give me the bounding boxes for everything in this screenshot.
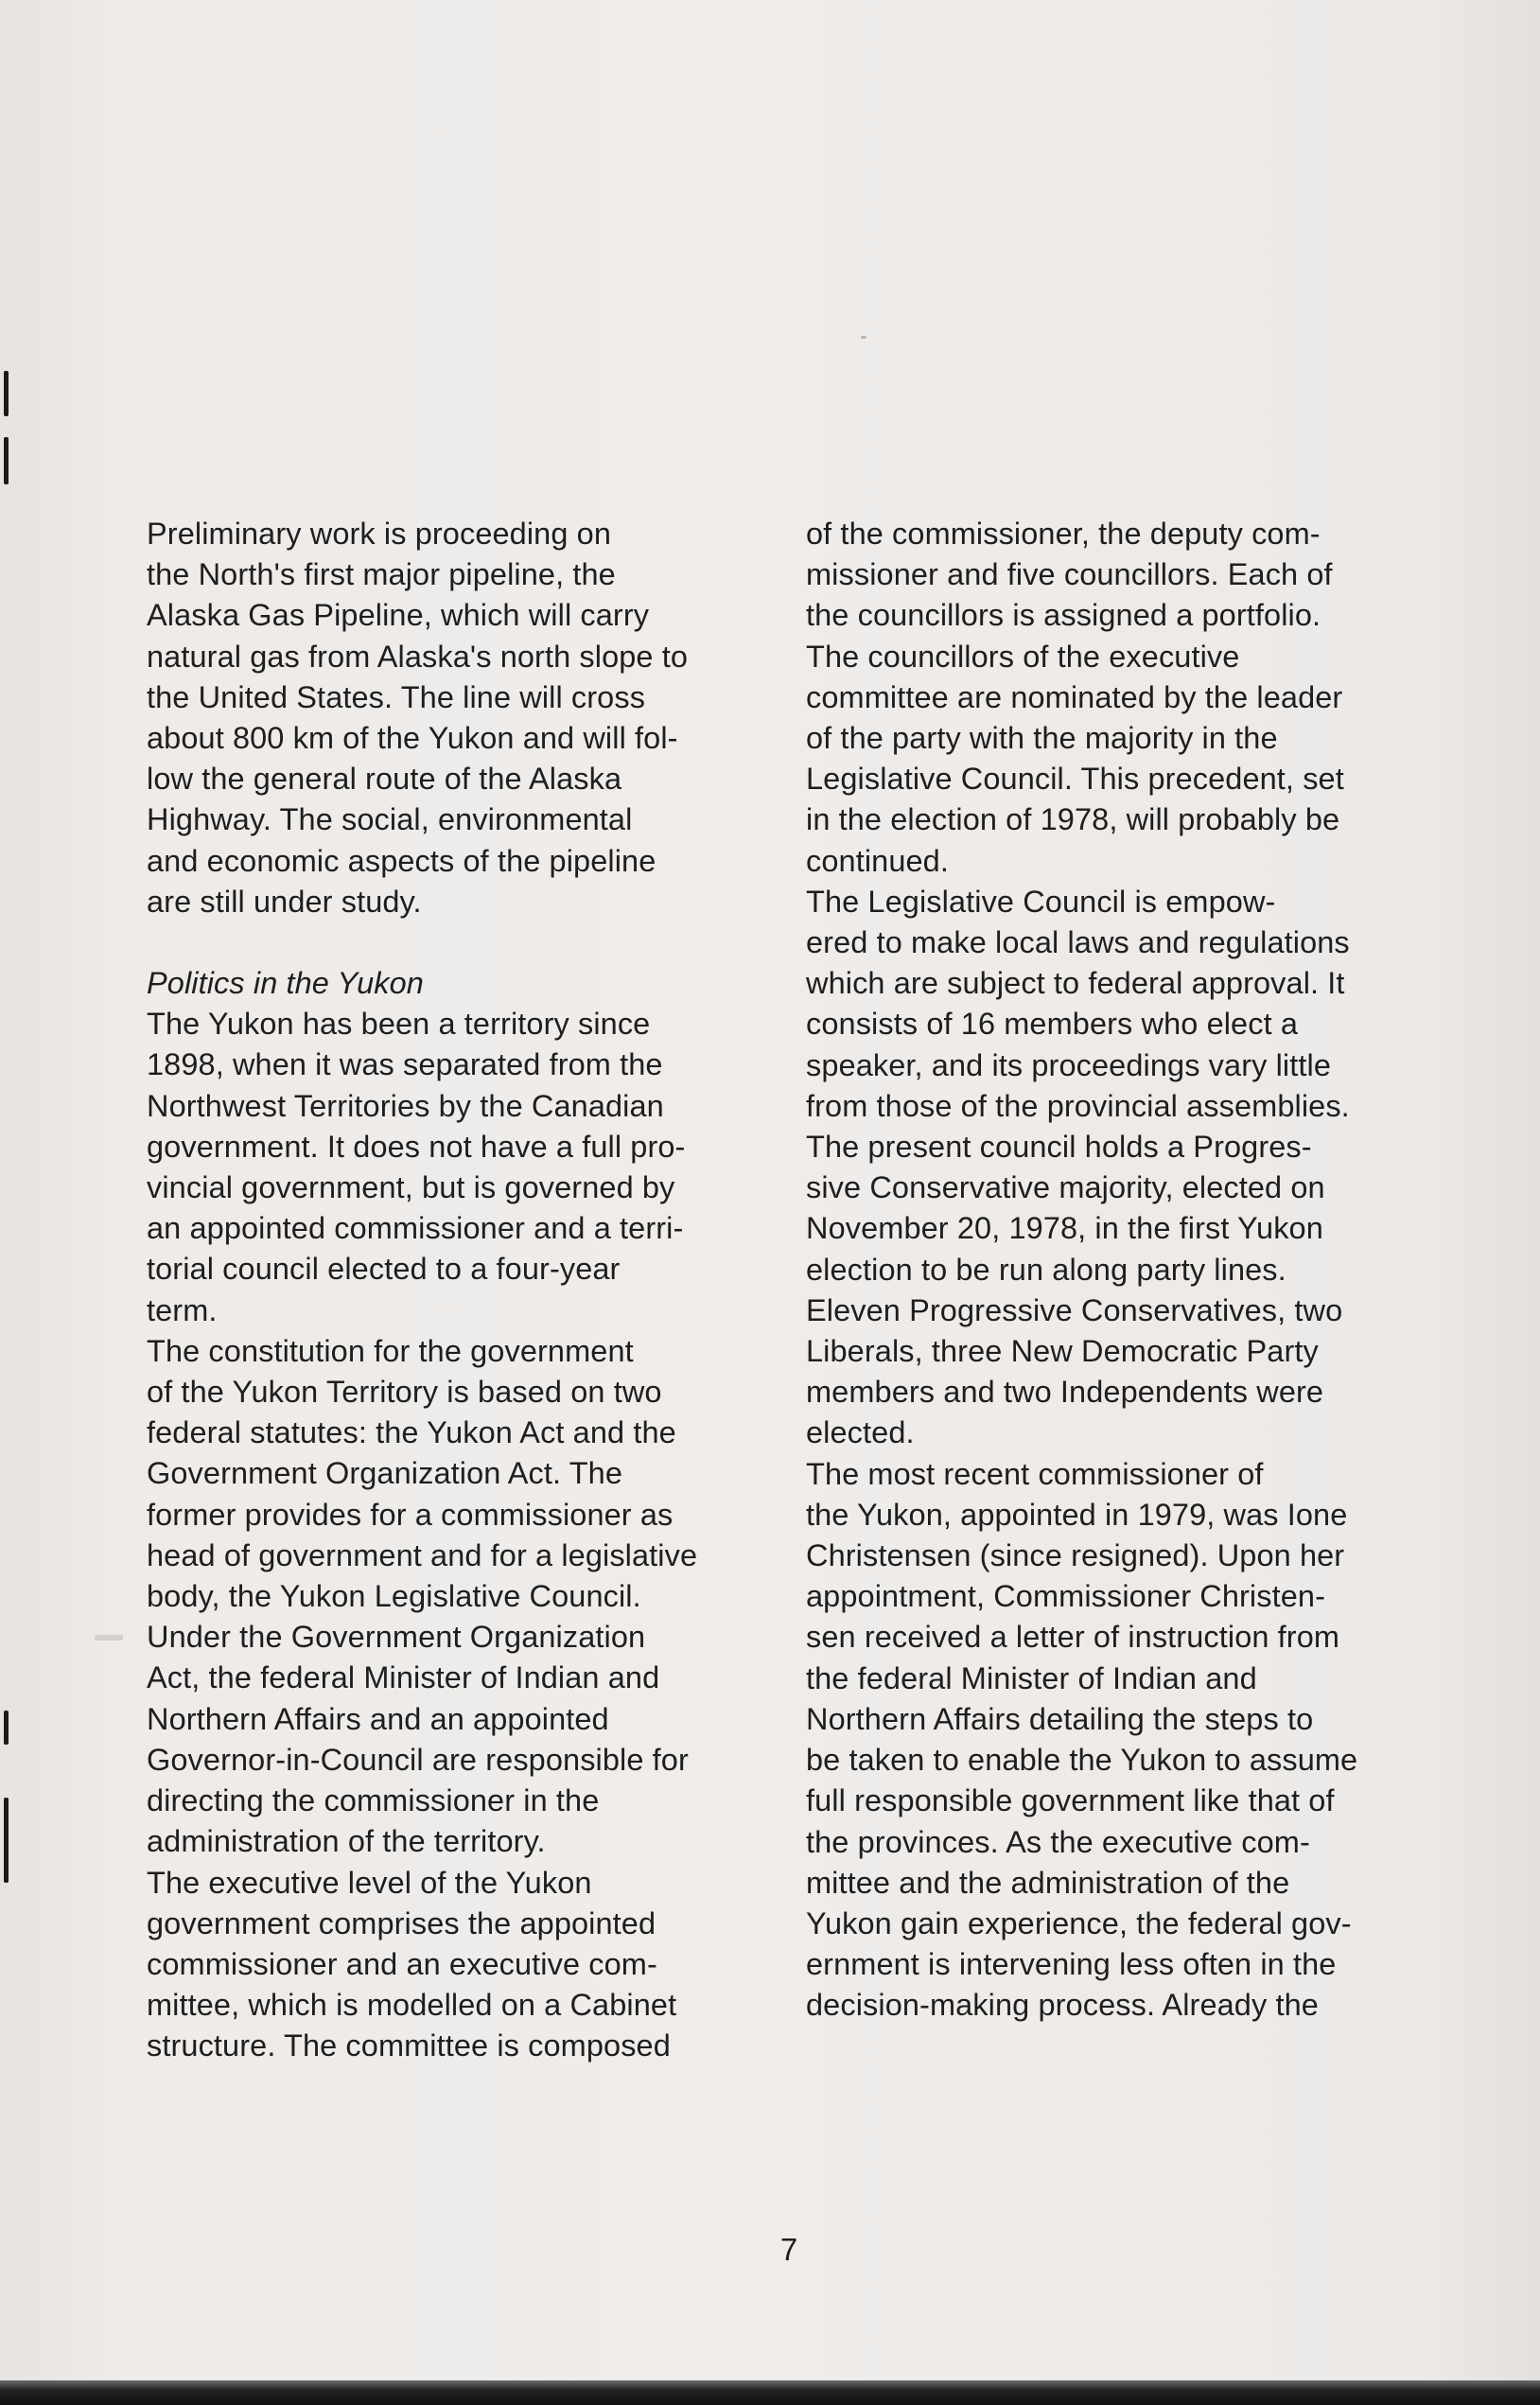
page-edge-shadow	[0, 2380, 1540, 2405]
paragraph-present-council: The present council holds a Progres- sive Conservative majority, elected on November 20, 1978, in the first Yukon election to be run along party lines. Eleven Progressive Conservatives, two Liberals, three New Democratic Party members and two Independents were elected.	[806, 1130, 1343, 1450]
paragraph-executive: The executive level of the Yukon government comprises the appointed commissioner and an executive com- mittee, which is modelled on a Cabinet structure. The committee is composed	[147, 1865, 677, 2063]
section-heading: Politics in the Yukon	[147, 966, 424, 1001]
paragraph-territory: The Yukon has been a territory since 1898, when it was separated from the Northwest Territories by the Canadian government. It does not have a full pro- vincial government, but is governed by an appointed commissioner and a terri- torial council elected to a four-year term.	[147, 1007, 686, 1327]
paragraph-committee: of the commissioner, the deputy com- missioner and five councillors. Each of the councillors is assigned a portfolio.	[806, 517, 1333, 633]
binding-mark	[4, 1711, 9, 1745]
page-number: 7	[779, 2232, 798, 2267]
binding-mark	[4, 371, 9, 416]
paragraph-constitution: The constitution for the government of the Yukon Territory is based on two federal statutes: the Yukon Act and the Government Organization Act. The former provides for a commissioner as head of government and for a legislative body, the Yukon Legislative Council. Under the Government Organization Act, the federal Minister of Indian and Northern Affairs and an appointed Governor-in-Council are responsible for directing the commissioner in the administration of the territory.	[147, 1333, 698, 1859]
paragraph-councillors: The councillors of the executive committee are nominated by the leader of the party with the majority in the Legislative Council. This precedent, set in the election of 1978, will probably be continued.	[806, 639, 1344, 878]
paper-speck	[861, 336, 866, 339]
paragraph-commissioner: The most recent commissioner of the Yukon, appointed in 1979, was Ione Christensen (since resigned). Upon her appointment, Commissioner Christen- sen received a letter of instruction from the federal Minister of Indian and Northern Affairs detailing the steps to be taken to enable the Yukon to assume full responsible government like that of the provinces. As the executive com- mittee and the administration of the Yukon gain experience, the federal gov- ernment is intervening less often in the decision-making process. Already the	[806, 1456, 1358, 2023]
paragraph-legislative-council: The Legislative Council is empow- ered to make local laws and regulations which are subject to federal approval. It consists of 16 members who elect a speaker, and its proceedings vary little from those of the provincial assemblies.	[806, 884, 1350, 1123]
binding-mark	[4, 437, 9, 484]
paper-speck	[95, 1635, 123, 1641]
paragraph-pipeline: Preliminary work is proceeding on the North's first major pipeline, the Alaska Gas Pipeline, which will carry natural gas from Alaska's north slope to the United States. The line will cross about 800 km of the Yukon and will fol- low the general route of the Alaska Highway. The social, environmental and economic aspects of the pipeline are still under study.	[147, 517, 689, 919]
left-column	[147, 514, 771, 2067]
right-column	[806, 514, 1411, 2027]
binding-mark	[4, 1798, 9, 1883]
